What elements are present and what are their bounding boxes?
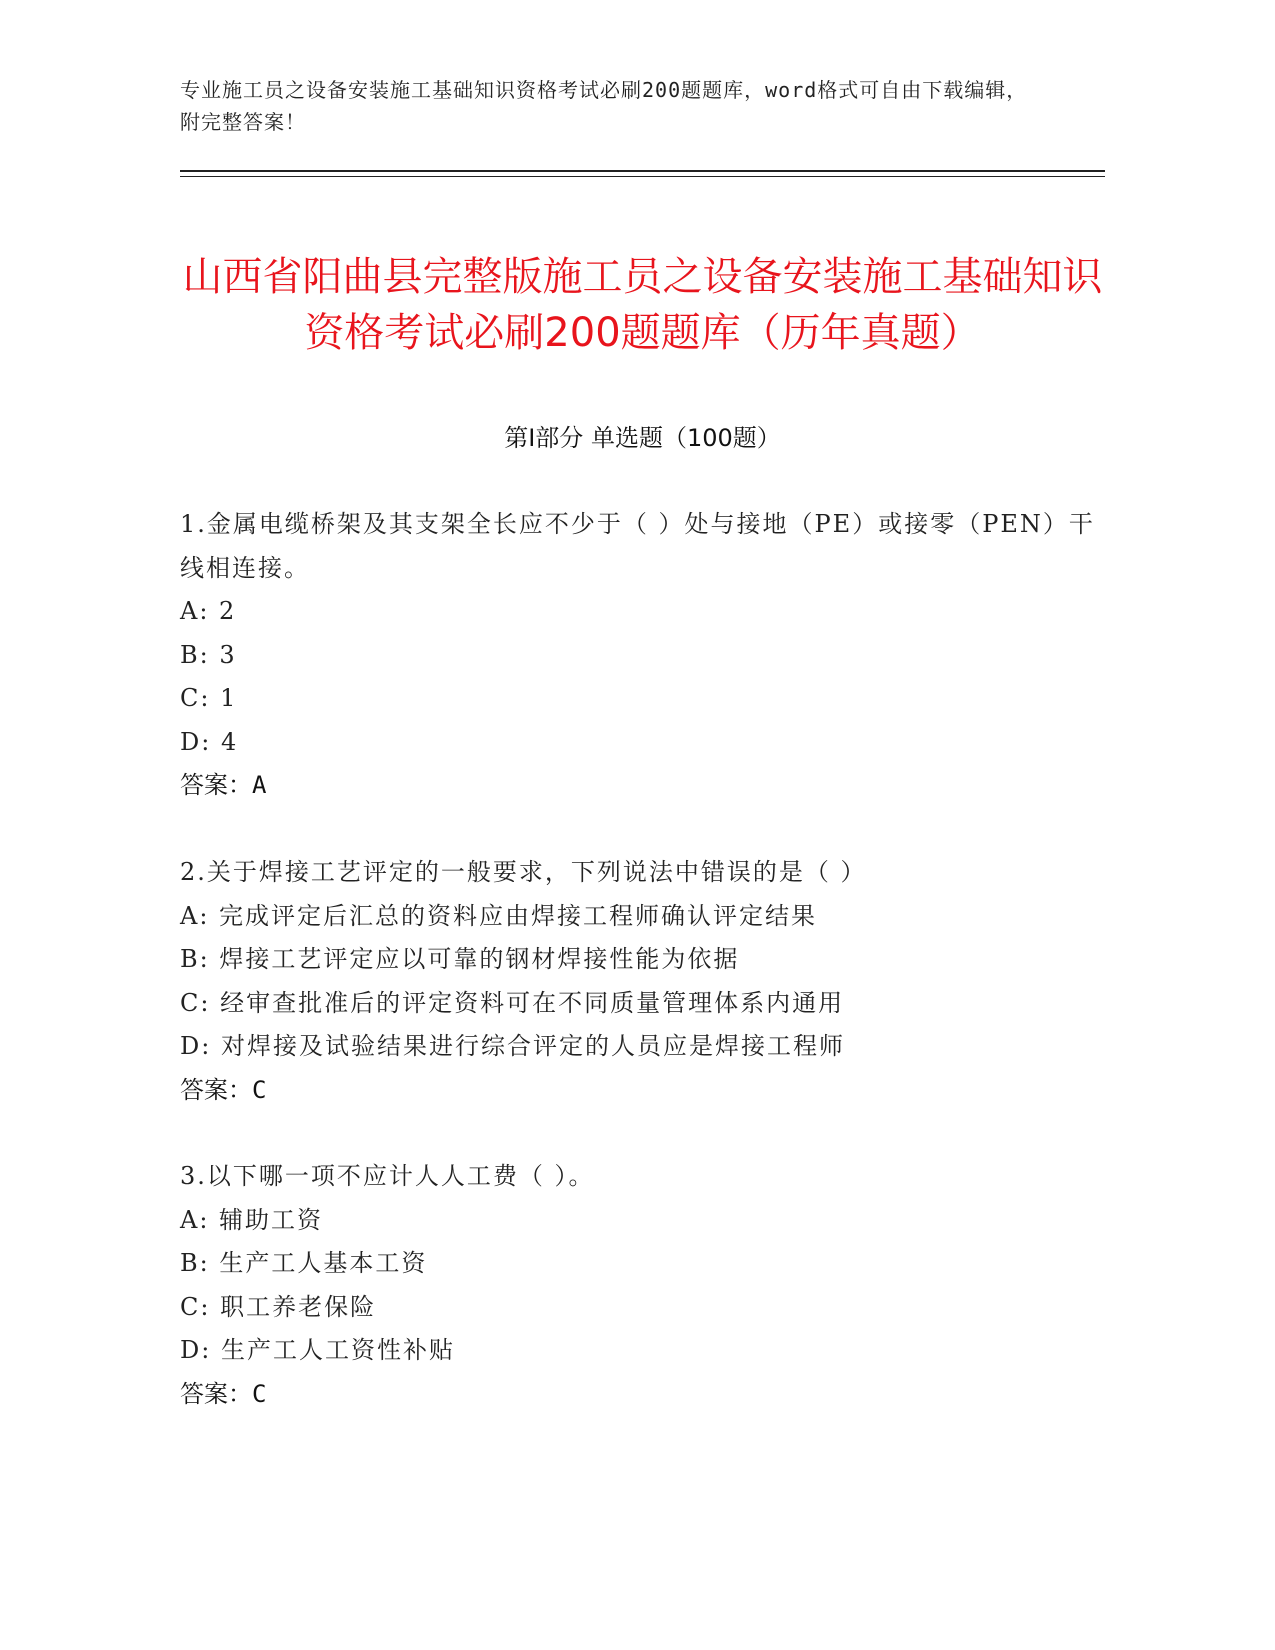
- header-note: 专业施工员之设备安装施工基础知识资格考试必刷200题题库，word格式可自由下载编辑，附完整答案！: [180, 78, 1028, 134]
- option-d: D: 生产工人工资性补贴: [180, 1336, 455, 1364]
- option-d: D: 对焊接及试验结果进行综合评定的人员应是焊接工程师: [180, 1032, 845, 1060]
- option-c: C: 1: [180, 684, 238, 712]
- question-text: 2.关于焊接工艺评定的一般要求，下列说法中错误的是（ ）: [180, 858, 867, 886]
- option-a: A: 辅助工资: [180, 1205, 324, 1234]
- option-c: C: 经审查批准后的评定资料可在不同质量管理体系内通用: [180, 988, 845, 1017]
- answer-line: [180, 1373, 1105, 1417]
- option-a: A: 完成评定后汇总的资料应由焊接工程师确认评定结果: [180, 901, 818, 930]
- question-1: [180, 503, 1105, 808]
- section-heading: 第Ⅰ部分 单选题（100题）: [504, 424, 781, 452]
- answer-label: 答案：: [180, 1075, 252, 1104]
- header-divider-thick: [180, 170, 1105, 172]
- document-title: 山西省阳曲县完整版施工员之设备安装施工基础知识资格考试必刷200题题库（历年真题）: [182, 253, 1103, 356]
- header-divider-thin: [180, 176, 1105, 177]
- option-b: B: 3: [180, 640, 237, 669]
- answer-line: [180, 764, 1105, 808]
- answer-value: A: [252, 771, 267, 799]
- option-b: B: 焊接工艺评定应以可靠的钢材焊接性能为依据: [180, 945, 740, 973]
- question-3: [180, 1155, 1105, 1416]
- answer-value: C: [252, 1075, 267, 1104]
- question-text: 3.以下哪一项不应计人人工费（ ）。: [180, 1162, 595, 1190]
- option-a: A: 2: [180, 597, 237, 625]
- option-d: D: 4: [180, 727, 239, 756]
- answer-label: 答案：: [180, 1379, 252, 1408]
- answer-line: [180, 1069, 1105, 1113]
- option-b: B: 生产工人基本工资: [180, 1249, 428, 1277]
- question-2: [180, 851, 1105, 1112]
- answer-label: 答案：: [180, 771, 252, 799]
- answer-value: C: [252, 1379, 267, 1408]
- question-text: 1.金属电缆桥架及其支架全长应不少于（ ）处与接地（PE）或接零（PEN）干线相连接。: [180, 510, 1095, 582]
- option-c: C: 职工养老保险: [180, 1292, 377, 1321]
